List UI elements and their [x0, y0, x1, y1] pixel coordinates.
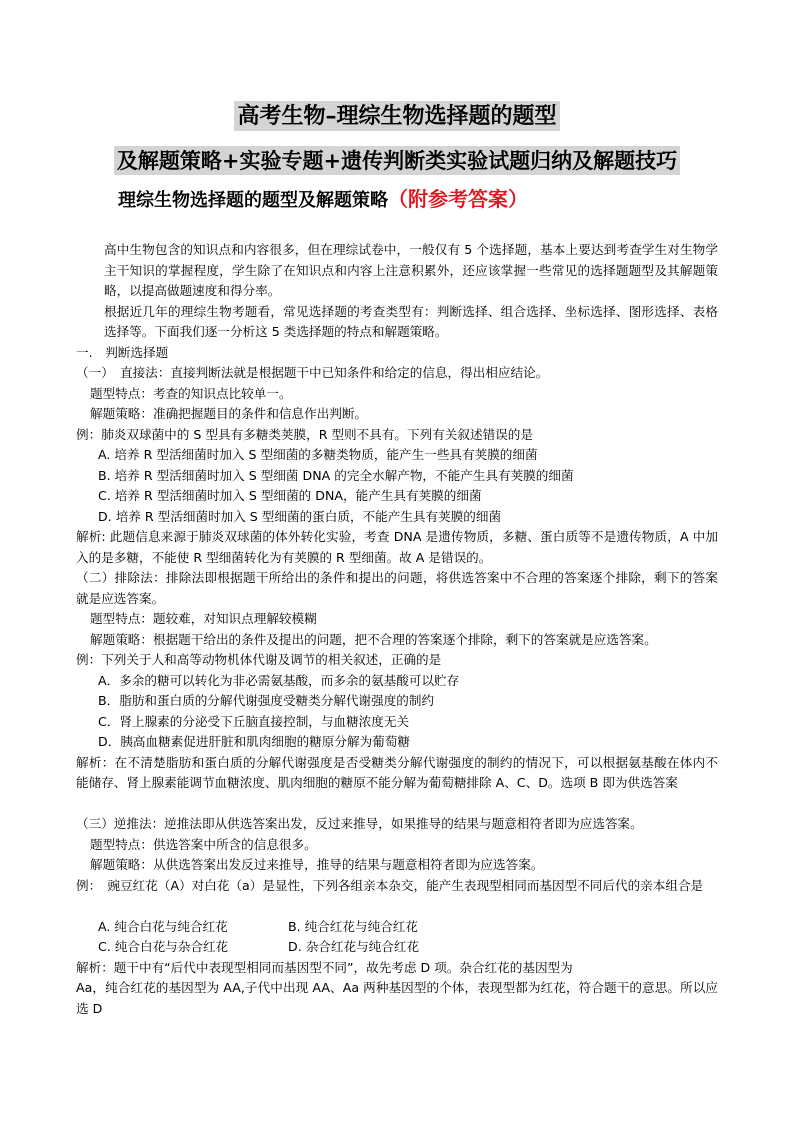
- example-3-question: 例： 豌豆红花（A）对白花（a）是显性，下列各组亲本杂交，能产生表现型相同而基因型不同后代的亲本组合是: [76, 877, 704, 893]
- document-title-line1: 高考生物–理综生物选择题的题型: [0, 99, 794, 130]
- example-2-option-a: A．多余的糖可以转化为非必需氨基酸，而多余的氨基酸可以贮存: [98, 672, 460, 688]
- example-2-analysis: 解析：在不清楚脂肪和蛋白质的分解代谢强度是否受糖类分解代谢强度的制约的情况下，可以根据氨基酸在体内不能储存、肾上腺素能调节血糖浓度、肌肉细胞的糖原不能分解为葡萄糖排除 A、C、D。选项 B 即为供选答案: [76, 754, 718, 790]
- example-2-option-b: B．脂肪和蛋白质的分解代谢强度受糖类分解代谢强度的制约: [98, 693, 435, 708]
- method-reverse-title: （三）逆推法：逆推法即从供选答案出发，反过来推导，如果推导的结果与题意相符者即为应选答案。: [76, 816, 643, 831]
- example-2-option-d: D．胰高血糖素促进肝脏和肌肉细胞的糖原分解为葡萄糖: [98, 734, 410, 749]
- example-3-options-row-1: [76, 917, 718, 938]
- method-exclusion-title: （二）排除法：排除法即根据题干所给出的条件和提出的问题，将供选答案中不合理的答案逐个排除，剩下的答案就是应选答案。: [76, 570, 718, 606]
- section-heading-judgement: 一. 判断选择题: [76, 344, 169, 360]
- example-3-analysis-line-2: Aa，纯合红花的基因型为 AA,子代中出现 AA、Aa 两种基因型的个体，表现型都为红花，符合题干的意思。所以应选 D: [76, 980, 718, 1016]
- example-3-analysis-line-1: 解析：题干中有“后代中表现型相同而基因型不同”，故先考虑 D 项。杂合红花的基因型为: [76, 959, 573, 975]
- method-exclusion-feature: 题型特点：题较难，对知识点理解较模糊: [90, 611, 317, 626]
- example-2-option-c: C．肾上腺素的分泌受下丘脑直接控制，与血糖浓度无关: [98, 713, 410, 729]
- example-1-analysis: 解析: 此题信息来源于肺炎双球菌的体外转化实验，考查 DNA 是遗传物质，多糖、蛋白质等不是遗传物质，A 中加入的是多糖，不能使 R 型细菌转化为有荚膜的 R 型细菌。故 A 是错误的。: [76, 529, 718, 565]
- method-reverse-feature: 题型特点：供选答案中所含的信息很多。: [90, 836, 317, 852]
- answer-note: （附参考答案）: [388, 187, 528, 211]
- method-reverse-strategy: 解题策略：从供选答案出发反过来推导，推导的结果与题意相符者即为应选答案。: [90, 857, 544, 872]
- method-direct-feature: 题型特点：考查的知识点比较单一。: [90, 385, 292, 401]
- method-direct-title: （一） 直接法：直接判断法就是根据题干中已知条件和给定的信息，得出相应结论。: [76, 365, 549, 380]
- example-1-option-d: D. 培养 R 型活细菌时加入 S 型细菌的蛋白质，不能产生具有荚膜的细菌: [98, 508, 502, 524]
- section-title: 理综生物选择题的题型及解题策略（附参考答案）: [118, 187, 528, 211]
- example-3-option-d: D. 杂合红花与纯合红花: [288, 939, 420, 954]
- intro-paragraph-2: 根据近几年的理综生物考题看，常见选择题的考查类型有：判断选择、组合选择、坐标选择、图形选择、表格选择等。下面我们逐一分析这 5 类选择题的特点和解题策略。: [104, 303, 718, 339]
- example-3-option-c: C. 纯合白花与杂合红花: [98, 939, 229, 954]
- example-1-question: 例：肺炎双球菌中的 S 型具有多糖类荚膜，R 型则不具有。下列有关叙述错误的是: [76, 426, 533, 442]
- example-3-option-b: B. 纯合红花与纯合红花: [288, 918, 418, 934]
- example-3-options-row-2: [76, 937, 718, 958]
- method-exclusion-strategy: 解题策略：根据题干给出的条件及提出的问题，把不合理的答案逐个排除，剩下的答案就是应选答案。: [90, 631, 657, 647]
- intro-paragraph-1: 高中生物包含的知识点和内容很多，但在理综试卷中，一般仅有 5 个选择题，基本上要达到考查学生对生物学主干知识的掌握程度，学生除了在知识点和内容上注意积累外，还应该掌握一些常见的选择题题型及其解题策略，以提高做题速度和得分率。: [104, 242, 718, 298]
- example-2-question: 例：下列关于人和高等动物机体代谢及调节的相关叙述，正确的是: [76, 652, 442, 667]
- method-direct-strategy: 解题策略：准确把握题目的条件和信息作出判断。: [90, 406, 368, 421]
- example-1-option-c: C. 培养 R 型活细菌时加入 S 型细菌的 DNA，能产生具有荚膜的细菌: [98, 488, 482, 503]
- document-body: [76, 240, 718, 1019]
- example-1-option-a: A. 培养 R 型活细菌时加入 S 型细菌的多糖类物质，能产生一些具有荚膜的细菌: [98, 447, 538, 462]
- example-1-option-b: B. 培养 R 型活细菌时加入 S 型细菌 DNA 的完全水解产物，不能产生具有荚膜的细菌: [98, 467, 574, 483]
- document-title-line2: 及解题策略+实验专题+遗传判断类实验试题归纳及解题技巧: [0, 145, 794, 175]
- example-3-option-a: A. 纯合白花与纯合红花: [98, 918, 228, 934]
